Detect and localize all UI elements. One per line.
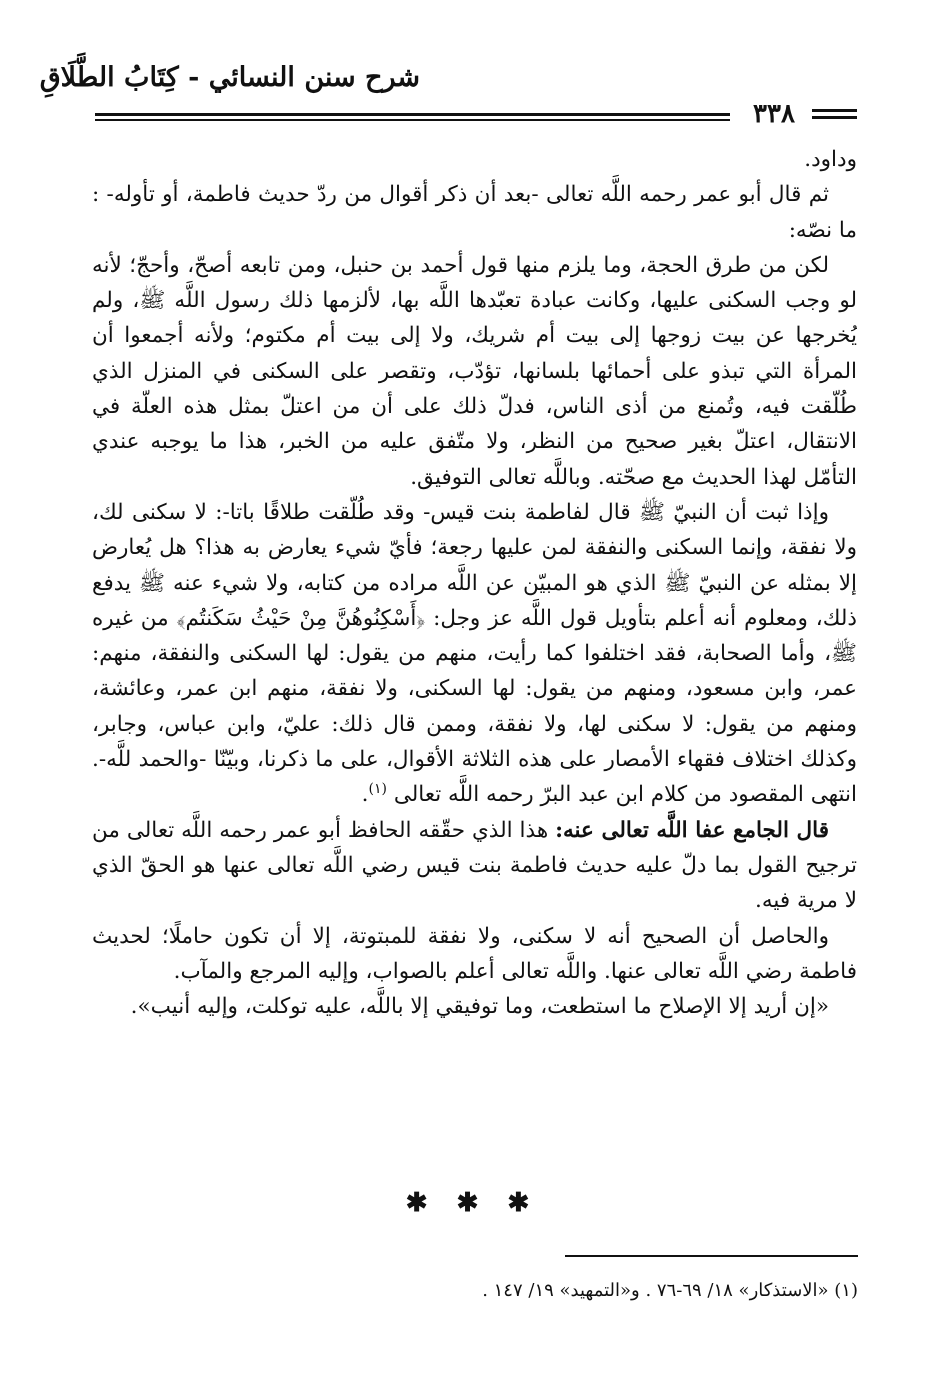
page-number-rule-bottom [812, 116, 857, 119]
main-text [92, 142, 857, 1222]
footnote-rule [565, 1255, 858, 1257]
header-rule [95, 113, 730, 116]
paragraph: ثم قال أبو عمر رحمه اللَّه تعالى -بعد أن ذكر أقوال من ردّ حديث فاطمة، أو تأوله- : ما نصّه: [92, 182, 857, 243]
paragraph: لكن من طرق الحجة، وما يلزم منها قول أحمد بن حنبل، ومن تابعه أصحّ، وأحجّ؛ لأنه لو وجب السكنى عليها، وكانت عبادة تعبّدها اللَّه بها، لألزمها ذلك رسول اللَّه ﷺ، ولم يُخرجها عن بيت زوجها إلى بيت أم شريك، ولا إلى بيت أم مكتوم؛ ولأنه أجمعوا أن المرأة التي تبذو على أحمائها بلسانها، تؤدّب، وتقصر على السكنى في المنزل الذي طُلّقت فيه، وتُمنع من أذى الناس، فدلّ ذلك على أن من اعتلّ بمثل هذه العلّة في الانتقال، اعتلّ بغير صحيح من النظر، ولا متّفق عليه من الخبر، هذا ما يوجبه عندي التأمّل لهذا الحديث مع صحّته. وباللَّه تعالى التوفيق. [92, 252, 857, 490]
paragraph-text: هذا الذي حقّقه الحافظ أبو عمر رحمه اللَّه تعالى من ترجيح القول بما دلّ عليه حديث فاطمة بنت قيس رضي اللَّه تعالى عنها هو الحقّ الذي لا مرية فيه. [92, 817, 857, 914]
section-separator: ✱ ✱ ✱ [405, 1188, 540, 1218]
footnote: (١) «الاستذكار» ١٨/ ٦٩-٧٦ . و«التمهيد» ١٩/ ١٤٧ . [482, 1280, 858, 1301]
paragraph: «إن أريد إلا الإصلاح ما استطعت، وما توفيقي إلا باللَّه، عليه توكلت، وإليه أنيب». [130, 994, 829, 1020]
header-rule-thin [95, 119, 730, 121]
paragraph: وإذا ثبت أن النبيّ ﷺ قال لفاطمة بنت قيس- وقد طُلّقت طلاقًا باتا-: لا سكنى لك، ولا نفقة، وإنما السكنى والنفقة لمن عليها رجعة؛ فأيّ شيء يعارض به هذا؟ هل يُعارض إلا بمثله عن النبيّ ﷺ الذي هو المبيّن عن اللَّه مراده من كتابه، ولا شيء عنه ﷺ يدفع ذلك، ومعلوم أنه أعلم بتأويل قول اللَّه عز وجل: ﴿أَسْكِنُوهُنَّ مِنْ حَيْثُ سَكَنتُم﴾ من غيره ﷺ، وأما الصحابة، فقد اختلفوا كما رأيت، منهم من يقول: لها السكنى والنفقة، منهم: عمر، وابن مسعود، ومنهم من يقول: لها السكنى، ولا نفقة، منهم ابن عمر، وعائشة، ومنهم من يقول: لا سكنى لها، ولا نفقة، وممن قال ذلك: عليّ، وابن عباس، وجابر، وكذلك اختلاف فقهاء الأمصار على هذه الثلاثة الأقوال، على ما ذكرنا، وبيّنّا -والحمد للَّه-. انتهى المقصود من كلام ابن عبد البرّ رحمه اللَّه تعالى $^{(١)}$. [92, 499, 857, 808]
page-number: ٣٣٨ [753, 99, 795, 129]
paragraph-text: وإذا ثبت أن النبيّ ﷺ قال لفاطمة بنت قيس- وقد طُلّقت طلاقًا باتا-: لا سكنى لك، ولا نفقة، وإنما السكنى والنفقة لمن عليها رجعة؛ فأيّ شيء يعارض به هذا؟ هل يُعارض إلا بمثله عن النبيّ ﷺ الذي هو المبيّن عن اللَّه مراده من كتابه، ولا شيء عنه ﷺ يدفع ذلك، ومعلوم أنه أعلم بتأويل قول اللَّه عز وجل: ﴿أَسْكِنُوهُنَّ مِنْ حَيْثُ سَكَنتُم﴾ من غيره ﷺ، وأما الصحابة، فقد اختلفوا كما رأيت، منهم من يقول: لها السكنى والنفقة، منهم: عمر، وابن مسعود، ومنهم من يقول: لها السكنى، ولا نفقة، منهم ابن عمر، وعائشة، ومنهم من يقول: لا سكنى لها، ولا نفقة، وممن قال ذلك: عليّ، وابن عباس، وجابر، وكذلك اختلاف فقهاء الأمصار على هذه الثلاثة الأقوال، على ما ذكرنا، وبيّنّا -والحمد للَّه-. انتهى المقصود من كلام ابن عبد البرّ رحمه اللَّه تعالى [92, 499, 857, 808]
paragraph: والحاصل أن الصحيح أنه لا سكنى، ولا نفقة للمبتوتة، إلا أن تكون حاملًا؛ لحديث فاطمة رضي اللَّه تعالى عنها. واللَّه تعالى أعلم بالصواب، وإليه المرجع والمآب. [92, 923, 857, 984]
page-number-rule-top [812, 109, 857, 112]
paragraph: وداود. [804, 147, 857, 172]
footnote-marker: (١) [368, 781, 387, 798]
paragraph-lead: قال الجامع عفا اللَّه تعالى عنه: [555, 817, 829, 843]
running-title: شرح سنن النسائي - كِتَابُ الطَّلَاقِ [39, 62, 420, 93]
paragraph [92, 813, 857, 919]
